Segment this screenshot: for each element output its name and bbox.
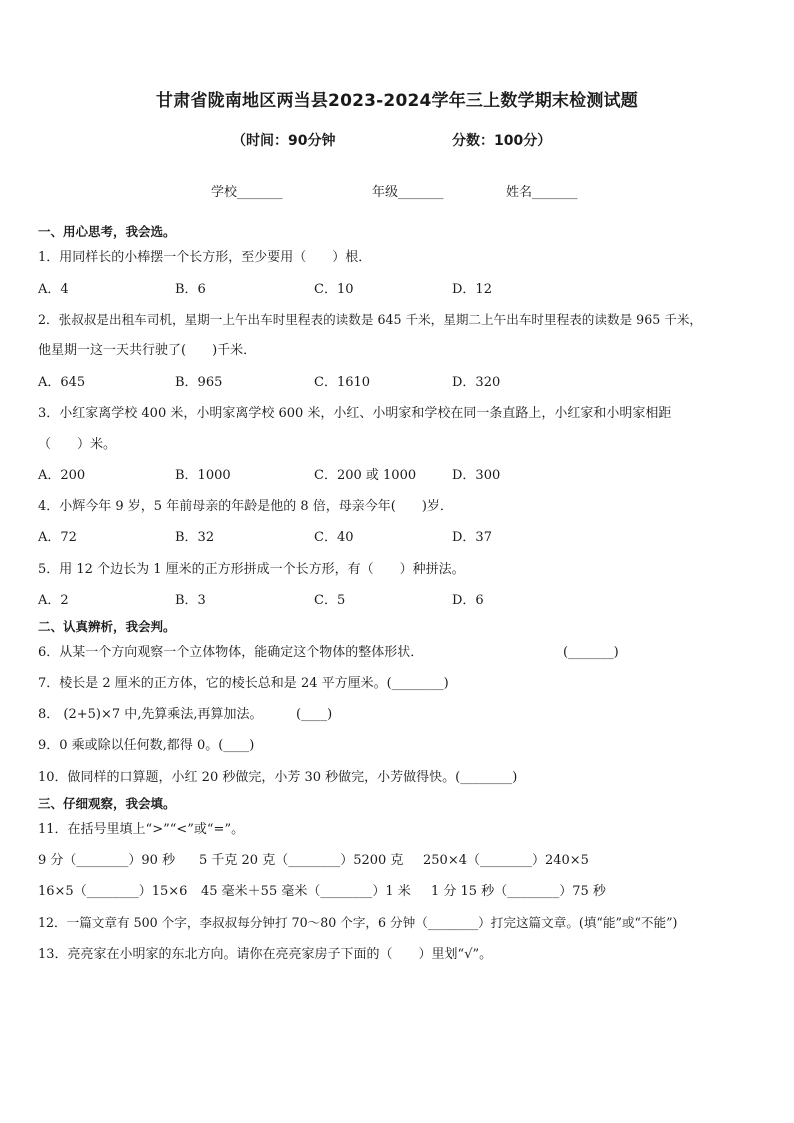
section1-heading: 一、用心思考，我会选。 xyxy=(38,224,176,239)
option-a: A．645 xyxy=(38,375,86,390)
question-2-line2: 他星期一这一天共行驶了( )千米． xyxy=(38,343,257,358)
question-7: 7．棱长是 2 厘米的正方体，它的棱长总和是 24 平方厘米。(________) xyxy=(38,676,449,691)
option-d: D．6 xyxy=(452,593,484,608)
time-info: （时间：90分钟 xyxy=(232,133,336,149)
compare-item: 250×4（________）240×5 xyxy=(423,853,589,868)
question-8-text: 8． (2+5)×7 中,先算乘法,再算加法。 xyxy=(38,707,263,722)
section2-heading: 二、认真辨析，我会判。 xyxy=(38,619,176,634)
question-2-line1: 2．张叔叔是出租车司机，星期一上午出车时里程表的读数是 645 千米，星期二上午出车时里程表的读数是 965 千米， xyxy=(38,312,703,327)
option-c: C．40 xyxy=(314,530,354,545)
option-b: B．6 xyxy=(175,282,206,297)
question-1: 1．用同样长的小棒摆一个长方形，至少要用（ ）根． xyxy=(38,250,372,265)
option-a: A．200 xyxy=(38,468,86,483)
question-8 xyxy=(38,706,764,724)
name-field: 姓名_______ xyxy=(506,185,578,200)
grade-field: 年级_______ xyxy=(372,185,444,200)
option-a: A．4 xyxy=(38,282,69,297)
option-d: D．320 xyxy=(452,375,501,390)
compare-item: 5 千克 20 克（________）5200 克 xyxy=(199,853,404,868)
option-b: B．32 xyxy=(175,530,215,545)
option-c: C．10 xyxy=(314,282,354,297)
option-d: D．12 xyxy=(452,282,492,297)
question-13: 13．亮亮家在小明家的东北方向。请你在亮亮家房子下面的（ ）里划“√”。 xyxy=(38,947,493,962)
question-5: 5．用 12 个边长为 1 厘米的正方形拼成一个长方形，有（ ）种拼法。 xyxy=(38,562,465,577)
question-3-line2: （ ）米。 xyxy=(38,437,117,452)
option-b: B．3 xyxy=(175,593,206,608)
question-9: 9．0 乘或除以任何数,都得 0。(____) xyxy=(38,738,255,753)
compare-item: 16×5（________）15×6 xyxy=(38,884,188,899)
page-title: 甘肃省陇南地区两当县2023-2024学年三上数学期末检测试题 xyxy=(156,91,638,111)
section3-heading: 三、仔细观察，我会填。 xyxy=(38,796,176,811)
option-d: D．37 xyxy=(452,530,492,545)
compare-item: 9 分（________）90 秒 xyxy=(38,853,176,868)
question-6-blank: (_______) xyxy=(563,645,619,660)
option-b: B．1000 xyxy=(175,468,231,483)
option-b: B．965 xyxy=(175,375,223,390)
option-a: A．2 xyxy=(38,593,69,608)
question-3-line1: 3．小红家离学校 400 米，小明家离学校 600 米，小红、小明家和学校在同一条直路上，小红家和小明家相距 xyxy=(38,406,672,421)
option-a: A．72 xyxy=(38,530,77,545)
question-4: 4．小辉今年 9 岁，5 年前母亲的年龄是他的 8 倍，母亲今年( )岁． xyxy=(38,499,453,514)
question-6 xyxy=(38,644,764,662)
question-6-text: 6．从某一个方向观察一个立体物体，能确定这个物体的整体形状． xyxy=(38,645,424,660)
compare-item: 1 分 15 秒（________）75 秒 xyxy=(431,884,606,899)
question-12: 12．一篇文章有 500 个字，李叔叔每分钟打 70～80 个字，6 分钟（________）打完这篇文章。(填“能”或“不能”) xyxy=(38,915,678,930)
option-c: C．5 xyxy=(314,593,346,608)
option-c: C．200 或 1000 xyxy=(314,468,417,483)
question-11: 11．在括号里填上“>”“<”或“=”。 xyxy=(38,822,245,837)
compare-item: 45 毫米＋55 毫米（________）1 米 xyxy=(201,884,411,899)
question-10: 10．做同样的口算题，小红 20 秒做完，小芳 30 秒做完，小芳做得快。(________) xyxy=(38,770,518,785)
option-c: C．1610 xyxy=(314,375,371,390)
school-field: 学校_______ xyxy=(211,185,283,200)
option-d: D．300 xyxy=(452,468,501,483)
question-8-blank: (____) xyxy=(296,707,333,722)
score-info: 分数：100分） xyxy=(452,133,552,149)
